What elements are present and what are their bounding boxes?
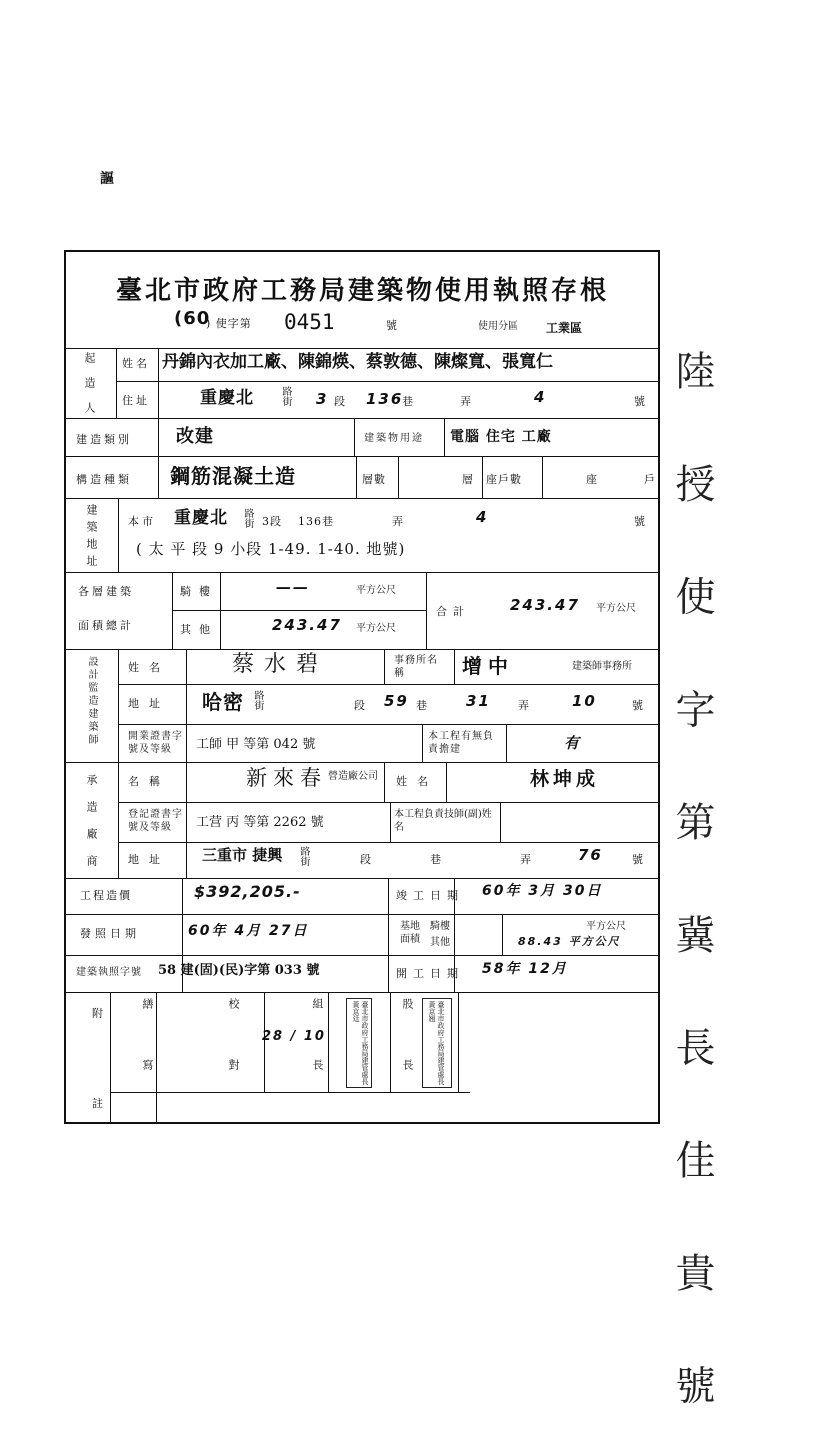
households-label: 座戶數 [486, 473, 522, 486]
margin-text: 陸 授 使 字 第 冀 長 佳 貴 號 [669, 350, 715, 1434]
location-lot: ( 太 平 段 9 小段 1-49. 1-40. 地號) [136, 540, 406, 558]
architect-addr-xiang: 巷 [416, 699, 430, 712]
total-area-unit: 平方公尺 [596, 603, 636, 614]
page-mark: 謳 [100, 171, 114, 187]
arcade-unit: 平方公尺 [356, 585, 396, 596]
start-label: 開工日期 [396, 967, 464, 980]
other-area-value: 243.47 [272, 616, 342, 634]
households-unit: 座 [586, 473, 600, 486]
permit-label: 建築執照字號 [76, 967, 142, 978]
location-city: 本市 [128, 515, 156, 528]
contractor-addr-lujie: 路街 [298, 846, 309, 866]
initiator-xiang: 巷 [402, 395, 416, 408]
structure-label: 構造種類 [76, 473, 132, 486]
location-road: 重慶北 [174, 508, 228, 528]
architect-addr-hao-no: 10 [572, 692, 597, 710]
initiator-hao: 號 [634, 395, 648, 408]
architect-resp-label: 本工程有無負責擔建 [428, 731, 494, 755]
architect-office-label: 事務所名稱 [394, 655, 438, 679]
completion-value: 60年 3月 30日 [482, 883, 603, 899]
area-label-1: 各層建築 [78, 585, 134, 598]
remarks-label-top: 附 [92, 1007, 106, 1020]
issue-label: 發照日期 [80, 927, 140, 940]
architect-cert-label: 開業證書字號及等級 [128, 731, 183, 755]
initiator-name-value: 丹錦內衣加工廠、陳錦煐、蔡敦德、陳燦寬、張寬仁 [162, 352, 553, 372]
other-area-label: 其他 [180, 623, 218, 636]
permit-value: 58 建(固)(民)字第 033 號 [158, 963, 320, 978]
license-form [64, 250, 660, 1124]
location-lujie: 路街 [242, 508, 253, 528]
contractor-addr-value: 三重市 捷興 [202, 846, 283, 864]
contractor-name-value: 新來春 [246, 766, 327, 790]
completion-label: 竣工日期 [396, 889, 464, 902]
arcade-value: —— [276, 578, 310, 596]
contractor-name-suffix: 營造廠公司 [328, 771, 378, 782]
initiator-lujie: 路街 [280, 386, 291, 406]
location-xiang: 136巷 [298, 515, 334, 528]
issue-value: 60年 4月 27日 [188, 923, 309, 939]
total-area-value: 243.47 [510, 596, 580, 614]
remarks-label-bottom: 註 [92, 1097, 106, 1110]
location-duan: 3段 [262, 515, 282, 528]
architect-section-label: 設計監造建築師 [86, 656, 97, 747]
initiator-xiang-no: 136 [366, 390, 404, 408]
contractor-addr-hao: 號 [632, 853, 646, 866]
initiator-road: 重慶北 [200, 388, 254, 408]
architect-addr-xiang-no: 59 [384, 692, 409, 710]
architect-addr-road: 哈密 [202, 690, 244, 714]
hao-label: 號 [386, 319, 400, 332]
floors-label: 層數 [362, 473, 386, 486]
arcade-label: 騎樓 [180, 585, 218, 598]
base-value-2: 88.43 平方公尺 [518, 935, 621, 948]
license-no: 0451 [284, 310, 335, 334]
initiator-nong: 弄 [460, 395, 474, 408]
building-use-value: 電腦 住宅 工廠 [450, 429, 552, 445]
initiator-duan-no: 3 [316, 390, 329, 408]
architect-name-label: 姓名 [128, 661, 170, 674]
location-hao: 號 [634, 515, 648, 528]
location-hao-no: 4 [476, 508, 489, 526]
zone-value: 工業區 [546, 321, 583, 335]
contractor-addr-hao-no: 76 [578, 846, 603, 864]
area-label-2: 面積總計 [78, 619, 134, 632]
initiator-hao-no: 4 [534, 388, 547, 406]
structure-value: 鋼筋混凝土造 [170, 464, 296, 488]
contractor-addr-duan: 段 [360, 853, 374, 866]
stamp-1-text: 臺北市政府工務局建管處長 黃京廷 [352, 1001, 369, 1085]
architect-cert-value: 工師 甲 等第 042 號 [196, 737, 316, 752]
contractor-person-label: 姓名 [396, 775, 438, 788]
contractor-name-label: 名稱 [128, 775, 170, 788]
building-use-label: 建築物用途 [364, 433, 424, 444]
contractor-person-value: 林坤成 [530, 768, 600, 790]
architect-addr-hao: 號 [632, 699, 646, 712]
architect-office-suffix: 建築師事務所 [572, 661, 632, 672]
approval-stamp-1 [346, 998, 372, 1088]
initiator-name-label: 姓名 [122, 357, 150, 370]
cost-value: $392,205.- [194, 882, 301, 901]
base-fuxi: 騎樓 [430, 921, 450, 932]
contractor-addr-label: 地址 [128, 853, 170, 866]
initiator-section-label: 起造人 [83, 352, 96, 427]
zone-label: 使用分區 [478, 321, 518, 332]
cost-label: 工程造價 [80, 889, 132, 902]
base-area-label: 基地面積 [400, 921, 420, 945]
check-label: 校對 [227, 998, 240, 1120]
approval-stamp-2 [422, 998, 452, 1088]
location-nong: 弄 [392, 515, 406, 528]
building-type-value: 改建 [176, 426, 214, 447]
base-other: 其他 [430, 937, 450, 948]
architect-addr-duan: 段 [354, 699, 368, 712]
floors-unit: 層 [462, 473, 476, 486]
households-hu: 戶 [644, 473, 655, 486]
check-value: 28 / 10 [262, 1029, 326, 1044]
copy-label: 繕寫 [141, 998, 154, 1120]
base-value-1: 平方公尺 [586, 921, 626, 932]
total-area-label: 合計 [436, 605, 470, 618]
contractor-reg-value: 工营 丙 等第 2262 號 [196, 815, 324, 830]
initiator-duan: 段 [334, 395, 348, 408]
building-type-label: 建造類別 [76, 433, 132, 446]
location-section-label: 建築地址 [85, 504, 98, 572]
stamp-2-text: 臺北市政府工務局建管處長 黃京翘 [428, 1001, 445, 1085]
start-value: 58年 12月 [482, 961, 568, 977]
group-label: 組長 [311, 998, 324, 1120]
license-label: ) 使字第 [206, 317, 252, 330]
year: (60 [174, 308, 211, 329]
architect-name-value: 蔡水碧 [232, 652, 329, 677]
form-title: 臺北市政府工務局建築物使用執照存根 [116, 276, 610, 306]
contractor-addr-xiang: 巷 [430, 853, 444, 866]
architect-addr-label: 地址 [128, 697, 170, 710]
contractor-reg-label: 登記證書字號及等級 [128, 809, 183, 833]
architect-addr-lujie: 路街 [252, 690, 263, 710]
architect-addr-nong: 弄 [518, 699, 532, 712]
contractor-addr-nong: 弄 [520, 853, 534, 866]
contractor-tech-label: 本工程負責技師(副)姓名 [394, 809, 492, 833]
chief-label: 股長 [401, 998, 414, 1120]
contractor-section-label: 承造廠商 [85, 774, 98, 882]
architect-resp-value: 有 [564, 734, 582, 752]
architect-office-value: 增中 [462, 654, 514, 678]
architect-addr-nong-no: 31 [466, 692, 491, 710]
other-area-unit: 平方公尺 [356, 623, 396, 634]
initiator-address-label: 住址 [122, 394, 150, 407]
